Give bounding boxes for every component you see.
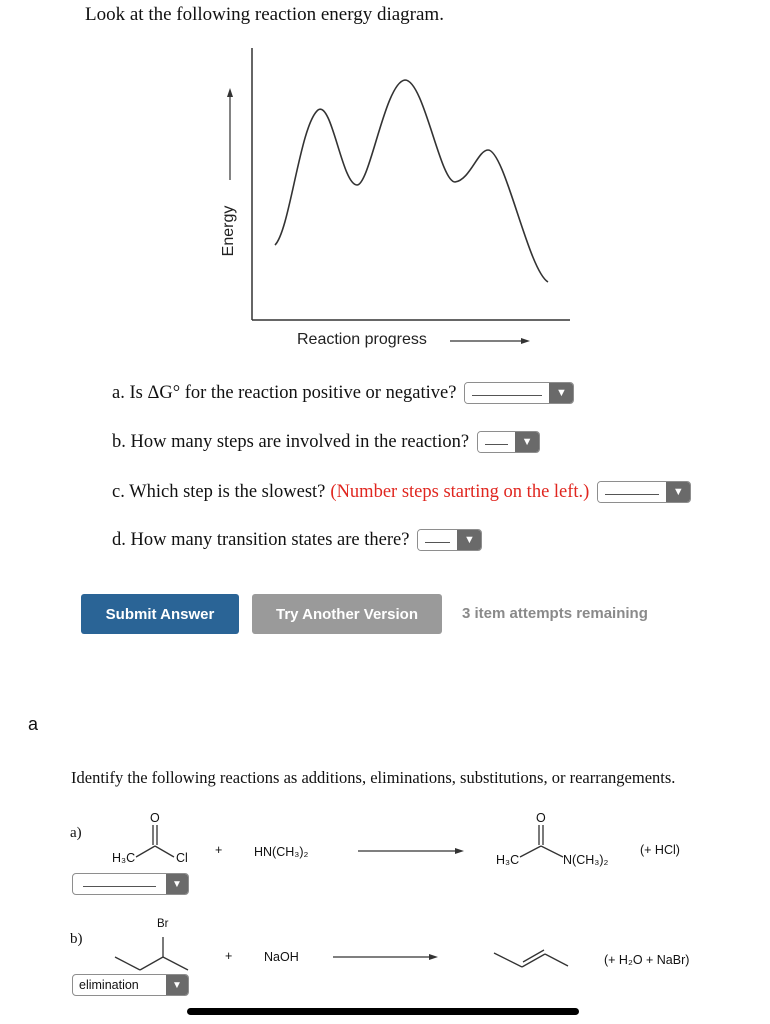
chevron-down-icon: ▼ (457, 530, 481, 550)
progress-arrow-head (521, 338, 530, 344)
question-b (112, 431, 540, 453)
reaction-b-select[interactable] (72, 974, 189, 996)
question-a-dropdown[interactable] (464, 382, 574, 404)
product-a-methyl: H₃C (496, 853, 520, 867)
question-d-dropdown[interactable] (417, 529, 482, 551)
energy-diagram (0, 0, 770, 360)
question-a-text: a. Is ΔG° for the reaction positive or negative? (112, 382, 457, 403)
home-indicator[interactable] (187, 1008, 579, 1015)
attempts-remaining: 3 item attempts remaining (462, 605, 648, 622)
reaction-a-plus: + (215, 843, 223, 857)
question-b-text: b. How many steps are involved in the reaction? (112, 431, 470, 452)
identify-prompt: Identify the following reactions as additions, eliminations, substitutions, or rearrangements. (71, 768, 676, 787)
chevron-down-icon: ▼ (549, 383, 573, 403)
chevron-down-icon: ▼ (666, 482, 690, 502)
question-c (112, 481, 691, 503)
reaction-b-label: b) (70, 931, 83, 947)
reactant-a-methyl: H₃C (112, 851, 136, 865)
reaction-a-byproduct: (+ HCl) (640, 843, 680, 857)
x-axis-label: Reaction progress (297, 331, 427, 348)
reaction-a-reagent: HN(CH₃)₂ (254, 845, 309, 859)
y-axis-label: Energy (220, 205, 237, 257)
chevron-down-icon: ▼ (166, 874, 188, 894)
reaction-a-select-value (83, 886, 156, 887)
reaction-b-select-value: elimination (79, 978, 139, 992)
reactant-b-halide: Br (157, 918, 169, 930)
reaction-b-reagent: NaOH (264, 950, 299, 964)
reaction-a-label: a) (70, 825, 82, 841)
energy-curve (275, 80, 548, 282)
intro-text: Look at the following reaction energy diagram. (85, 4, 444, 25)
chevron-down-icon: ▼ (515, 432, 539, 452)
question-c-value (605, 494, 659, 495)
question-a (112, 382, 574, 404)
question-b-value (485, 444, 508, 445)
try-another-version-button[interactable]: Try Another Version (252, 594, 442, 634)
product-a-amine: N(CH₃)₂ (563, 853, 609, 867)
reactant-a-oxygen: O (150, 811, 160, 825)
question-a-value (472, 395, 542, 396)
reaction-b-plus: + (225, 949, 233, 963)
question-c-hint: (Number steps starting on the left.) (330, 481, 590, 502)
submit-answer-button[interactable]: Submit Answer (81, 594, 239, 634)
energy-arrow-head (227, 88, 233, 97)
question-d (112, 529, 482, 551)
reactant-a-halide: Cl (176, 851, 188, 865)
question-d-value (425, 542, 450, 543)
reaction-b-byproduct: (+ H₂O + NaBr) (604, 953, 690, 967)
chevron-down-icon: ▼ (166, 975, 188, 995)
question-d-text: d. How many transition states are there? (112, 529, 410, 550)
reaction-a-select[interactable] (72, 873, 189, 895)
product-a-oxygen: O (536, 811, 546, 825)
side-letter: a (28, 714, 39, 734)
question-b-dropdown[interactable] (477, 431, 540, 453)
question-c-text: c. Which step is the slowest? (112, 481, 326, 502)
question-c-dropdown[interactable] (597, 481, 691, 503)
